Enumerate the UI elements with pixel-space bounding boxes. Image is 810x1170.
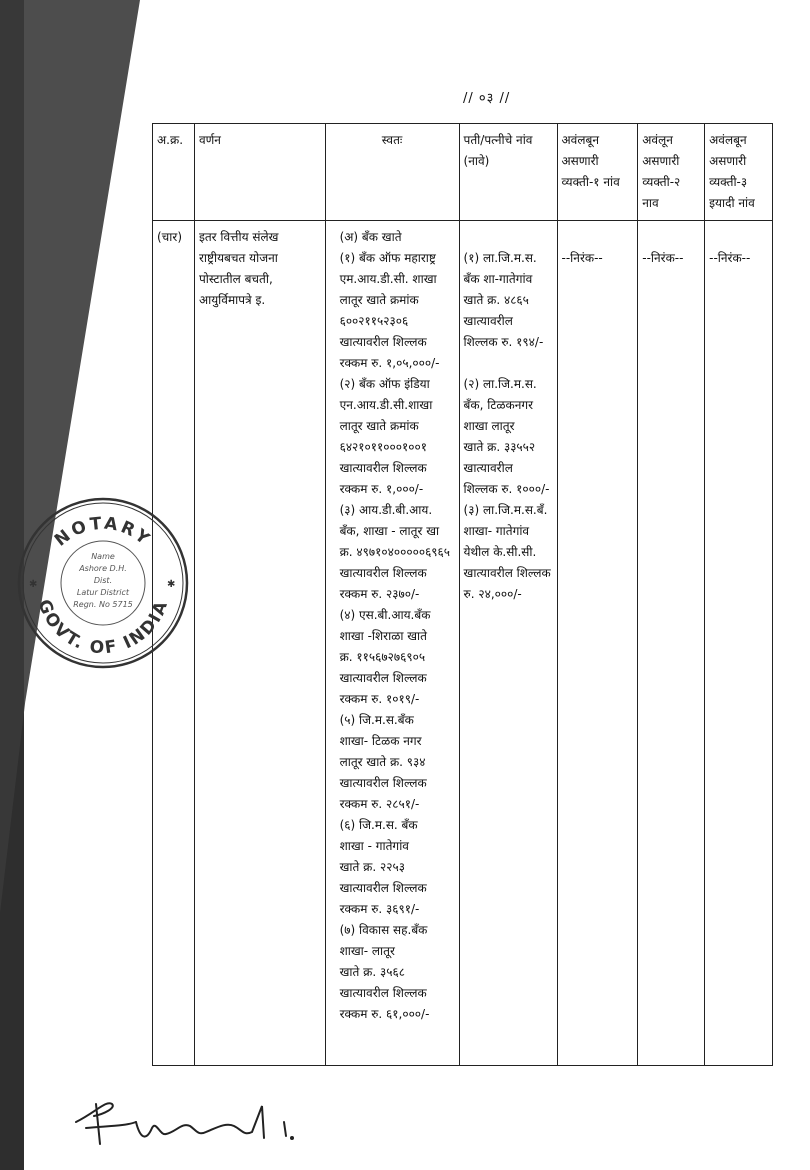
spouse-line: शाखा लातूर — [463, 419, 515, 433]
self-line: लातूर खाते क्र. ९३४ — [339, 755, 426, 769]
self-line: (६) जि.म.स. बँक — [339, 818, 418, 832]
stamp-star-icon: ✱ — [29, 579, 38, 590]
stamp-top-text: NOTARY — [51, 513, 156, 551]
table-row — [153, 221, 773, 1066]
spouse-line: बँक शा-गातेगांव — [463, 272, 533, 286]
self-line: (अ) बँक खाते — [339, 230, 402, 244]
page-number: // ०३ // — [463, 91, 511, 106]
self-line: बँक, शाखा - लातूर खा — [339, 524, 440, 538]
self-line: खाते क्र. ३५६८ — [339, 965, 405, 979]
spouse-line — [464, 353, 553, 374]
header-description: वर्णन — [194, 124, 325, 221]
spouse-line: बँक, टिळकनगर — [463, 398, 534, 412]
stamp-inner-line: Ashore D.H. — [79, 564, 127, 573]
row-description — [194, 221, 325, 1066]
self-line: लातूर खाते क्रमांक — [339, 419, 419, 433]
dependent-3-nil: --निरंक-- — [709, 251, 751, 265]
self-line: रक्कम रु. २८५१/- — [339, 797, 420, 811]
self-line: खात्यावरील शिल्लक — [339, 461, 427, 475]
self-line: (१) बँक ऑफ महाराष्ट्र — [339, 251, 436, 265]
stamp-inner-line: Regn. No 5715 — [73, 600, 133, 609]
spouse-line: खात्यावरील — [463, 314, 513, 328]
self-line: खात्यावरील शिल्लक — [339, 881, 427, 895]
table-header-row — [153, 124, 773, 221]
row-dependent-2 — [638, 221, 705, 1066]
spouse-line: (३) ला.जि.म.स.बँ. — [463, 503, 548, 517]
self-line: खात्यावरील शिल्लक — [339, 671, 427, 685]
header-dependent-1: अवंलबून असणारी व्यक्ती-१ नांव — [557, 124, 638, 221]
spouse-line: खाते क्र. ३३५५२ — [463, 440, 536, 454]
self-line: रक्कम रु. २३७०/- — [339, 587, 420, 601]
description-line: राष्ट्रीयबचत योजना — [198, 251, 278, 265]
spacer — [562, 227, 634, 248]
header-dependent-3: अवंलबून असणारी व्यक्ती-३ इयादी नांव — [705, 124, 773, 221]
stamp-bottom-text: GOVT. OF INDIA — [33, 597, 173, 659]
signature — [66, 1092, 316, 1154]
self-line: (४) एस.बी.आय.बँक — [339, 608, 431, 622]
spouse-line: खाते क्र. ४८६५ — [463, 293, 529, 307]
self-line: शाखा- लातूर — [339, 944, 395, 958]
self-line: खात्यावरील शिल्लक — [339, 986, 427, 1000]
description-line: इतर वित्तीय संलेख — [198, 230, 279, 244]
dependent-2-nil: --निरंक-- — [642, 251, 684, 265]
self-line: एम.आय.डी.सी. शाखा — [339, 272, 437, 286]
row-self-accounts — [325, 221, 459, 1066]
row-spouse-accounts — [459, 221, 557, 1066]
self-line: रक्कम रु. ६१,०००/- — [339, 1007, 430, 1021]
self-line: (२) बँक ऑफ इंडिया — [339, 377, 430, 391]
stamp-inner-line: Name — [91, 552, 115, 561]
self-line: खात्यावरील शिल्लक — [339, 566, 427, 580]
spacer — [642, 227, 700, 248]
row-dependent-3 — [705, 221, 773, 1066]
header-spouse: पती/पत्नीचे नांव (नावे) — [459, 124, 557, 221]
spouse-line — [464, 227, 553, 248]
header-serial: अ.क्र. — [153, 124, 195, 221]
self-line: (५) जि.म.स.बँक — [339, 713, 414, 727]
asset-declaration-table — [152, 123, 773, 1066]
spouse-line: खात्यावरील शिल्लक — [463, 566, 551, 580]
self-line: खात्यावरील शिल्लक — [339, 335, 427, 349]
self-line: (३) आय.डी.बी.आय. — [339, 503, 433, 517]
self-line: रक्कम रु. १०१९/- — [339, 692, 420, 706]
self-line: रक्कम रु. १,०००/- — [339, 482, 424, 496]
self-line: रक्कम रु. ३६९१/- — [339, 902, 420, 916]
self-line: शाखा- टिळक नगर — [339, 734, 422, 748]
spouse-line: शिल्लक रु. १०००/- — [463, 482, 550, 496]
self-line: लातूर खाते क्रमांक — [339, 293, 419, 307]
spouse-line: शिल्लक रु. १९४/- — [463, 335, 544, 349]
notary-stamp — [15, 495, 191, 671]
stamp-star-icon: ✱ — [167, 579, 176, 590]
row-dependent-1 — [557, 221, 638, 1066]
self-line: क्र. ११५६७२७६९०५ — [339, 650, 426, 664]
self-line: एन.आय.डी.सी.शाखा — [339, 398, 433, 412]
spouse-line: (१) ला.जि.म.स. — [463, 251, 537, 265]
header-self: स्वतः — [325, 124, 459, 221]
dependent-1-nil: --निरंक-- — [561, 251, 603, 265]
self-line: (७) विकास सह.बँक — [339, 923, 428, 937]
self-line: खात्यावरील शिल्लक — [339, 776, 427, 790]
self-line: शाखा - गातेगांव — [339, 839, 409, 853]
row-serial: (चार) — [153, 221, 195, 1066]
header-dependent-2: अवंलून असणारी व्यक्ती-२ नाव — [638, 124, 705, 221]
self-line: ६००२११५२३०६ — [339, 314, 409, 328]
stamp-inner-line: Dist. — [93, 576, 113, 585]
spouse-line: येथील के.सी.सी. — [463, 545, 537, 559]
self-line: खाते क्र. २२५३ — [339, 860, 405, 874]
self-line: शाखा -शिराळा खाते — [339, 629, 428, 643]
stamp-inner-line: Latur District — [76, 588, 130, 597]
self-line: ६४२१०११०००१००१ — [339, 440, 427, 454]
self-line: रक्कम रु. १,०५,०००/- — [339, 356, 440, 370]
spouse-line: (२) ला.जि.म.स. — [463, 377, 537, 391]
spouse-line: खात्यावरील — [463, 461, 513, 475]
description-line: आयुर्विमापत्रे इ. — [198, 293, 266, 307]
self-line: क्र. ४९७१०४०००००६९६५ — [339, 545, 451, 559]
spouse-line: शाखा- गातेगांव — [463, 524, 530, 538]
spacer — [709, 227, 768, 248]
description-line: पोस्टातील बचती, — [198, 272, 273, 286]
spouse-line: रु. २४,०००/- — [463, 587, 522, 601]
